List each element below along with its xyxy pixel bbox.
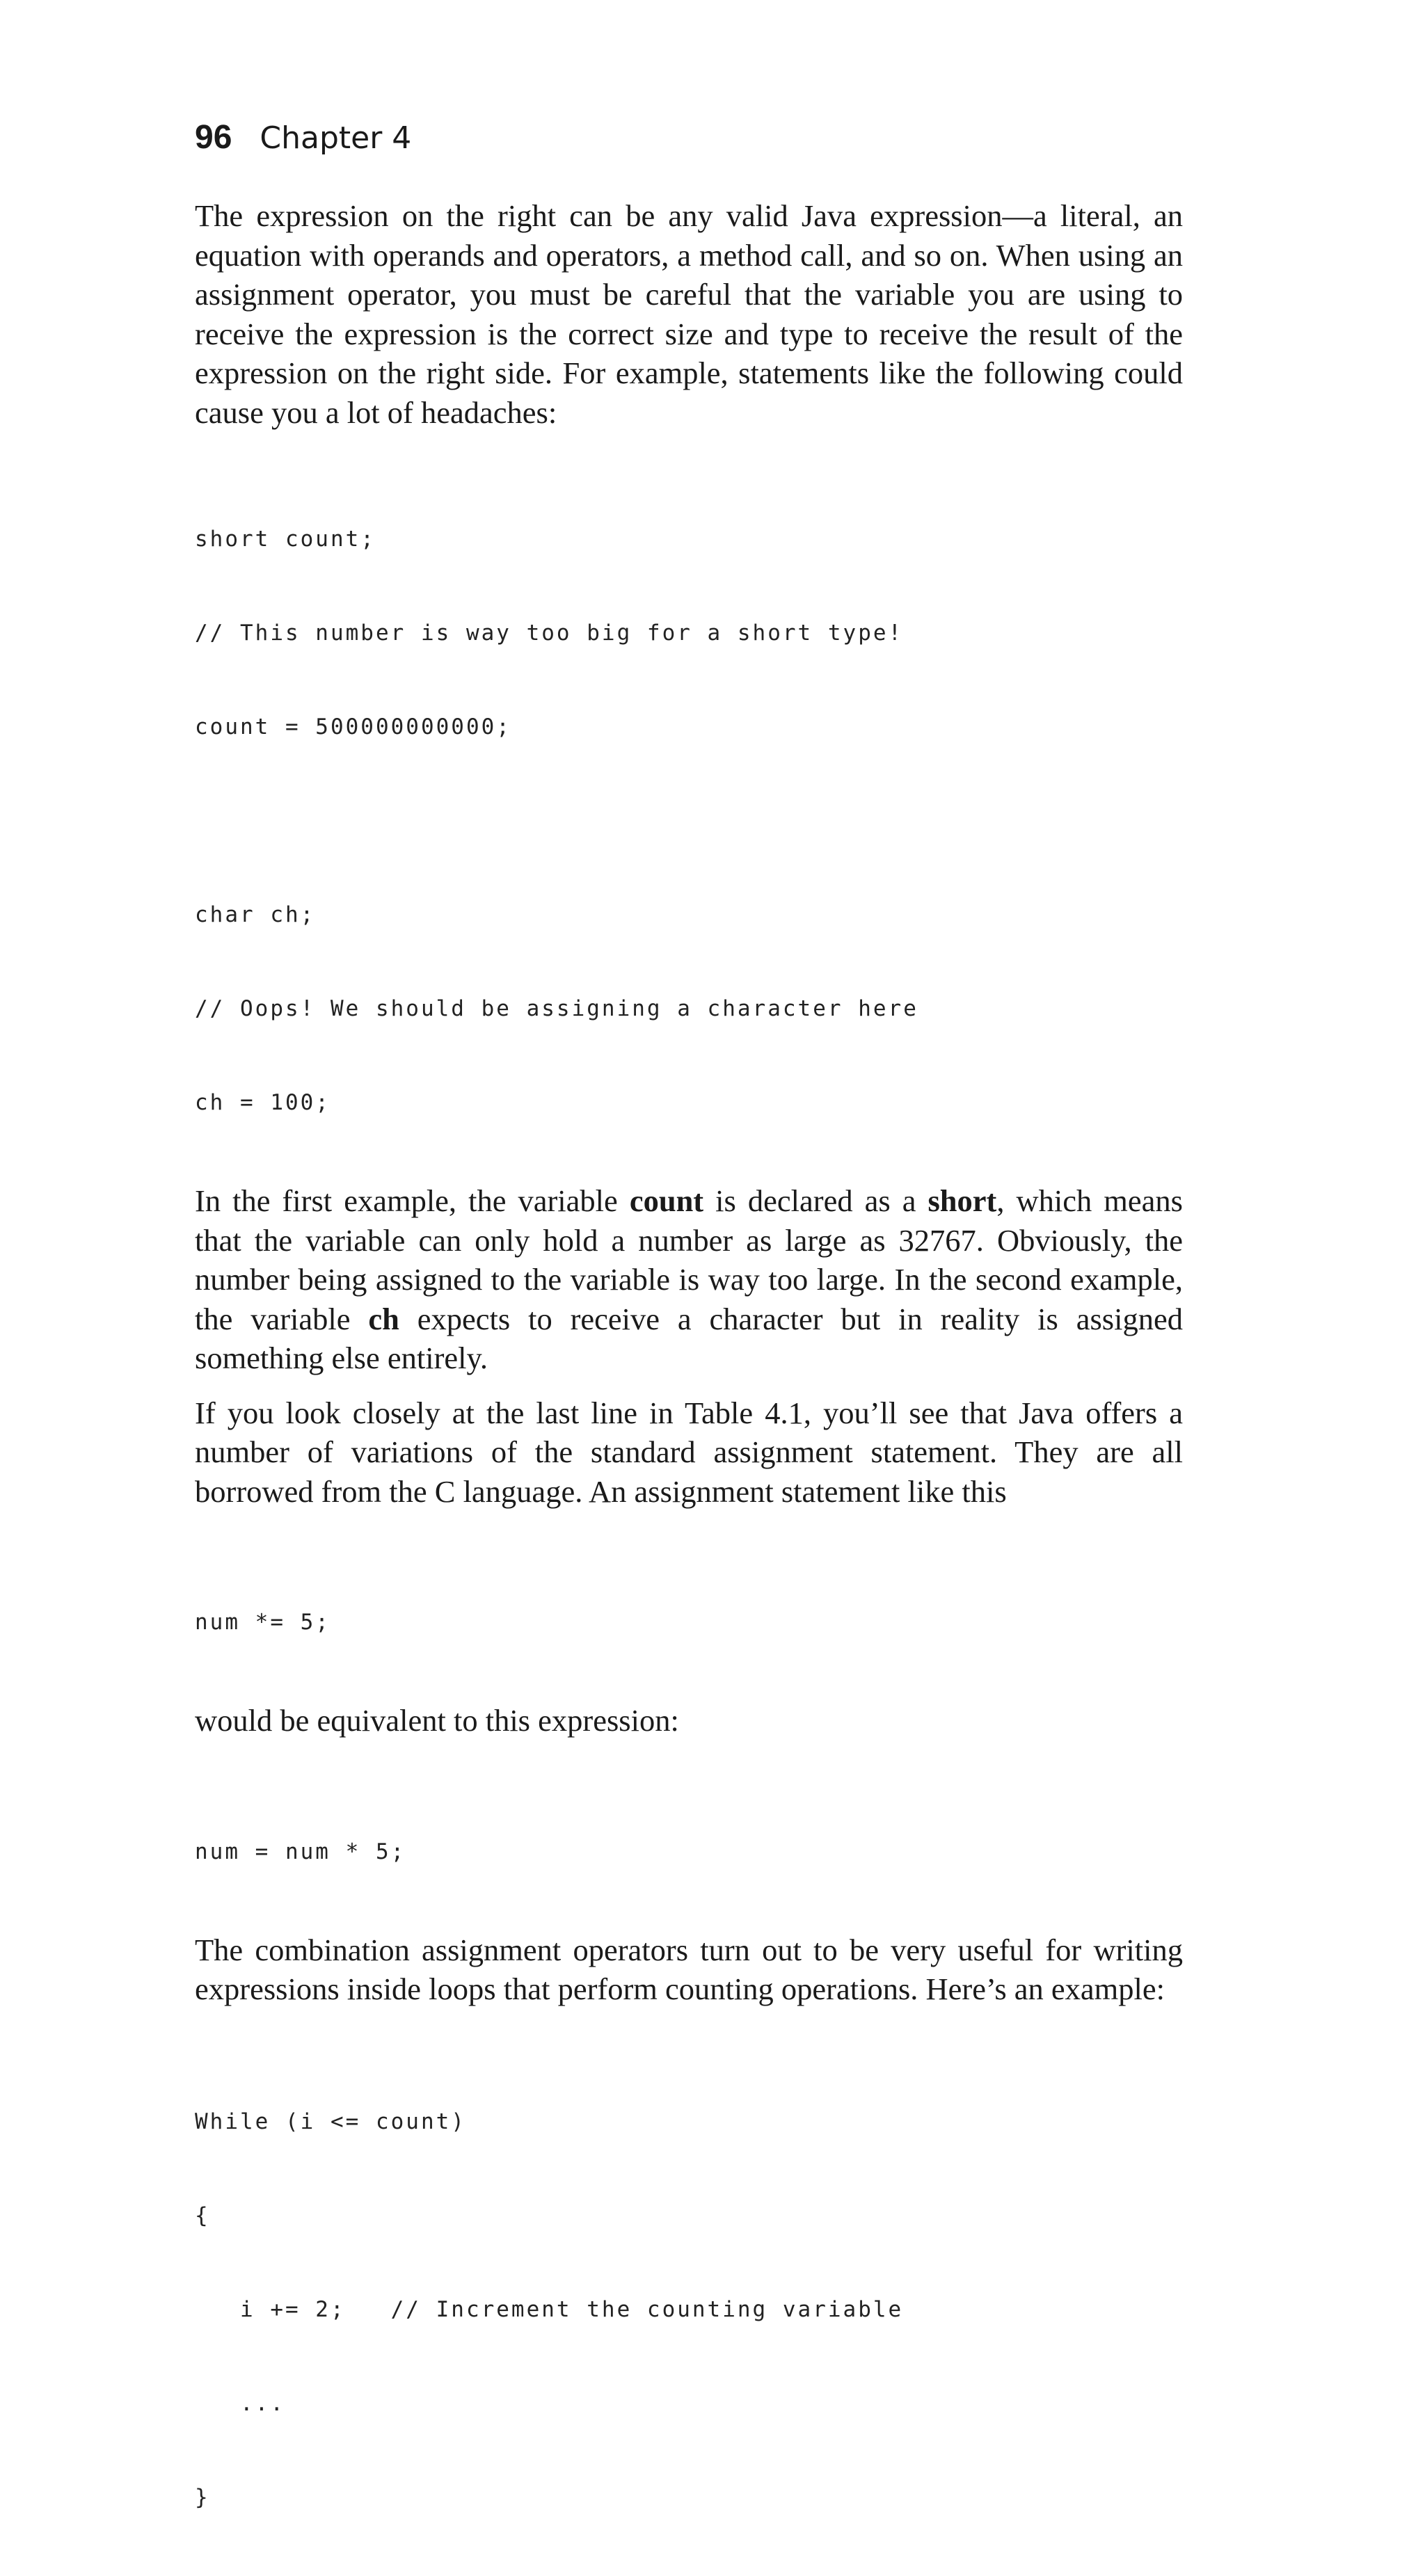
text-run: is declared as a	[703, 1183, 928, 1218]
code-block-compound-assignment	[195, 1544, 1183, 1701]
paragraph-assignment-variations: If you look closely at the last line in Table 4.1, you’ll see that Java offers a number of variations of the standard assignment statement. They are all borrowed from the C language. An assignment statement like this	[195, 1395, 1183, 1509]
code-line: char ch;	[195, 902, 316, 927]
text-run: In the first example, the variable	[195, 1183, 630, 1218]
page-number: 96	[195, 119, 232, 156]
code-block-type-errors	[195, 461, 1183, 1181]
text-run: , which means that the variable can only hold a number as large as 32767. Obviously, the number being assigned to the variable is way too large. In the second example, the variable	[195, 1183, 1183, 1336]
chapter-label: Chapter 4	[260, 120, 412, 156]
code-line: num = num * 5;	[195, 1839, 406, 1864]
code-line: short count;	[195, 527, 376, 552]
code-block-expanded-assignment	[195, 1774, 1183, 1930]
code-line: num *= 5;	[195, 1610, 331, 1635]
paragraph-example-explanation	[195, 1181, 1183, 1378]
code-line: While (i <= count)	[195, 2109, 466, 2134]
code-line: // Oops! We should be assigning a character here	[195, 996, 918, 1021]
code-line: {	[195, 2202, 210, 2228]
bold-term-count: count	[629, 1183, 704, 1218]
running-header	[195, 118, 1183, 168]
code-line: ch = 100;	[195, 1090, 331, 1115]
code-line: ...	[195, 2390, 285, 2416]
page-content	[195, 118, 1183, 2576]
code-line	[195, 806, 1183, 837]
code-block-loop-example	[195, 2044, 1183, 2576]
bold-term-short: short	[928, 1183, 997, 1218]
code-line: count = 500000000000;	[195, 714, 511, 739]
code-line: }	[195, 2484, 210, 2510]
paragraph-combination-operators: The combination assignment operators turn out to be very useful for writing expressions inside loops that perform counting operations. Here’s an example:	[195, 1932, 1183, 2006]
code-line: // This number is way too big for a short type!	[195, 621, 904, 646]
paragraph-assignment-intro: The expression on the right can be any valid Java expression—a literal, an equation with operands and operators, a method call, and so on. When using an assignment operator, you must be careful that the variable you are using to receive the expression is the correct size and type to receive the result of the expression on the right side. For example, statements like the following could cause you a lot of headaches:	[195, 198, 1183, 430]
paragraph-equivalence: would be equivalent to this expression:	[195, 1703, 679, 1738]
code-line: i += 2; // Increment the counting variable	[195, 2296, 904, 2322]
text-run: expects to receive a character but in reality is assigned something else entirely.	[195, 1301, 1183, 1375]
bold-term-ch: ch	[368, 1301, 399, 1336]
